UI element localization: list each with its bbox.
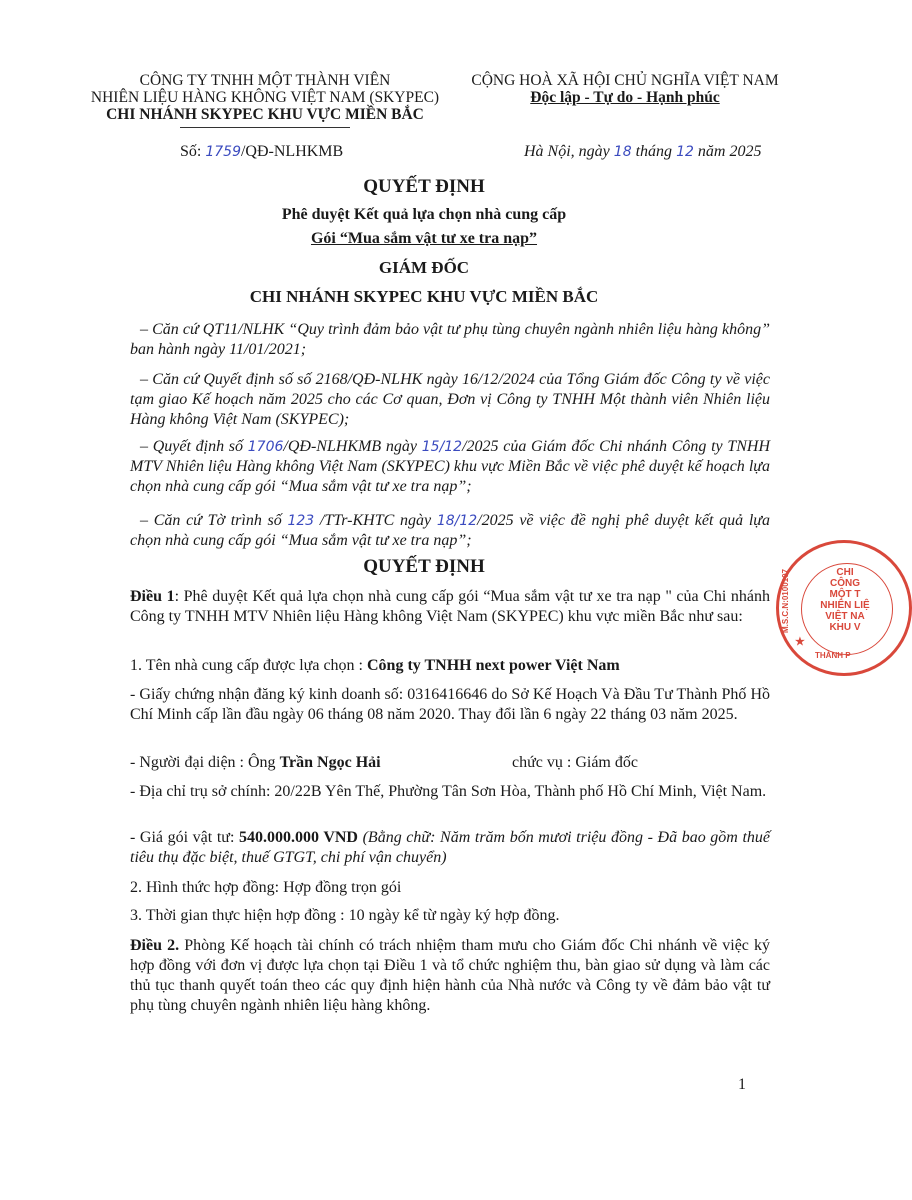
basis-3: – Quyết định số 1706/QĐ-NLHKMB ngày 15/12/2025 của Giám đốc Chi nhánh Công ty TNHH MTV Nhiên liệu Hàng không Việt Nam (SKYPEC) khu vực Miền Bắc về việc phê duyệt kế hoạch lựa chọn nhà cung cấp gói “Mua sắm vật tư xe tra nạp”; [130,438,771,495]
article-1 [130,587,770,627]
basis-2: – Căn cứ Quyết định số số 2168/QĐ-NLHK ngày 16/12/2024 của Tổng Giám đốc Công ty về việc tạm giao Kế hoạch năm 2025 cho các Cơ quan, Đơn vị Công ty TNHH Một thành viên Nhiên liệu Hàng không Việt Nam (SKYPEC); [130,371,770,428]
seal-star-icon: ★ [795,636,805,648]
article-2-label: Điều 2. [130,937,180,954]
company-seal [776,540,912,676]
date-year: năm 2025 [697,143,762,160]
price-in-words: (Bằng chữ: Năm trăm bốn mươi triệu đồng - Đã bao gồm thuế tiêu thụ đặc biệt, thuế GTGT, chi phí vận chuyển) [130,829,771,866]
business-license: - Giấy chứng nhận đăng ký kinh doanh số: 0316416646 do Sở Kế Hoạch Và Đầu Tư Thành Phố Hồ Chí Minh cấp lần đầu ngày 06 tháng 08 năm 2020. Thay đổi lần 6 ngày 22 tháng 03 năm 2025. [130,686,770,723]
date-month-handwritten: 12 [676,144,694,160]
basis-3-number-handwritten: 1706 [247,439,284,455]
issuer-divider [180,127,350,128]
number-suffix: /QĐ-NLHKMB [240,143,344,160]
national-motto-block [455,72,795,106]
document-date [524,142,761,162]
seal-ring-text: M.S.C.N:0100107 [781,569,790,634]
page-number: 1 [738,1076,746,1093]
package-name: Gói “Mua sắm vật tư xe tra nạp” [310,230,538,247]
contract-type: 2. Hình thức hợp đồng: Hợp đồng trọn gói [130,879,402,896]
document-subtitle-1: Phê duyệt Kết quả lựa chọn nhà cung cấp [281,206,567,223]
date-prefix: Hà Nội, ngày [524,143,610,160]
price-value: 540.000.000 VND [239,829,358,846]
supplier-name: 1. Tên nhà cung cấp được lựa chọn : Công ty TNHH next power Việt Nam [130,657,620,674]
document-subtitle-2 [0,230,848,248]
number-label: Số: [180,143,202,160]
decision-heading: QUYẾT ĐỊNH [363,556,485,577]
representative-name: Trần Ngọc Hải [279,754,381,771]
authority-unit: CHI NHÁNH SKYPEC KHU VỰC MIỀN BẮC [249,287,599,306]
issuer-line3: CHI NHÁNH SKYPEC KHU VỰC MIỀN BẮC [106,106,424,123]
basis-4-date-handwritten: 18/12 [436,513,478,529]
article-1-text: : Phê duyệt Kết quả lựa chọn nhà cung cấp gói “Mua sắm vật tư xe tra nạp " của Chi nhánh Công ty TNHH MTV Nhiên liệu Hàng không Việt Nam (SKYPEC) khu vực miền Bắc như sau: [130,588,771,625]
number-handwritten: 1759 [205,144,241,160]
basis-4: – Căn cứ Tờ trình số 123 /TTr-KHTC ngày 18/12/2025 về việc đề nghị phê duyệt kết quả lựa chọn nhà cung cấp gói “Mua sắm vật tư xe tra nạp”; [130,512,770,549]
representative-position: chức vụ : Giám đốc [512,754,638,771]
issuer-line2: NHIÊN LIỆU HÀNG KHÔNG VIỆT NAM (SKYPEC) [90,89,440,106]
document-number [180,142,343,162]
article-2 [130,936,770,1016]
article-2-text: Phòng Kế hoạch tài chính có trách nhiệm tham mưu cho Giám đốc Chi nhánh về việc ký hợp đồng với đơn vị được lựa chọn tại Điều 1 và tổ chức nghiệm thu, bàn giao sử dụng và làm các thủ tục thanh quyết toán theo các quy định hiện hành của Nhà nước và Công ty về đảm bảo vật tư phụ tùng chuyên ngành nhiên liệu hàng không. [130,937,771,1014]
article-1-label: Điều 1 [130,588,175,605]
authority-title: GIÁM ĐỐC [378,258,470,277]
issuer-line1: CÔNG TY TNHH MỘT THÀNH VIÊN [139,72,391,89]
date-day-handwritten: 18 [613,144,632,160]
representative: - Người đại diện : Ông Trần Ngọc Hải [130,754,381,771]
contract-duration: 3. Thời gian thực hiện hợp đồng : 10 ngày kể từ ngày ký hợp đồng. [130,907,560,924]
seal-ring-bottom: THÀNH P [815,651,851,660]
national-motto: Độc lập - Tự do - Hạnh phúc [530,89,720,106]
basis-1: – Căn cứ QT11/NLHK “Quy trình đảm bảo vật tư phụ tùng chuyên ngành nhiên liệu hàng không” ban hành ngày 11/01/2021; [130,321,770,358]
national-title: CỘNG HOÀ XÃ HỘI CHỦ NGHĨA VIỆT NAM [471,72,779,89]
issuer-block [60,72,470,123]
date-month-label: tháng [635,143,673,160]
supplier-name-value: Công ty TNHH next power Việt Nam [367,657,620,674]
package-price: - Giá gói vật tư: 540.000.000 VND (Bằng chữ: Năm trăm bốn mươi triệu đồng - Đã bao gồm thuế tiêu thụ đặc biệt, thuế GTGT, chi phí vận chuyển) [130,829,771,866]
basis-4-number-handwritten: 123 [287,513,315,529]
seal-text: CHI CÔNG MỘT T NHIÊN LIỆ VIỆT NA KHU V [820,567,870,633]
basis-3-date-handwritten: 15/12 [421,439,463,455]
document-title: QUYẾT ĐỊNH [363,176,485,197]
head-office-address: - Địa chỉ trụ sở chính: 20/22B Yên Thế, Phường Tân Sơn Hòa, Thành phố Hồ Chí Minh, Việt Nam. [130,783,767,800]
